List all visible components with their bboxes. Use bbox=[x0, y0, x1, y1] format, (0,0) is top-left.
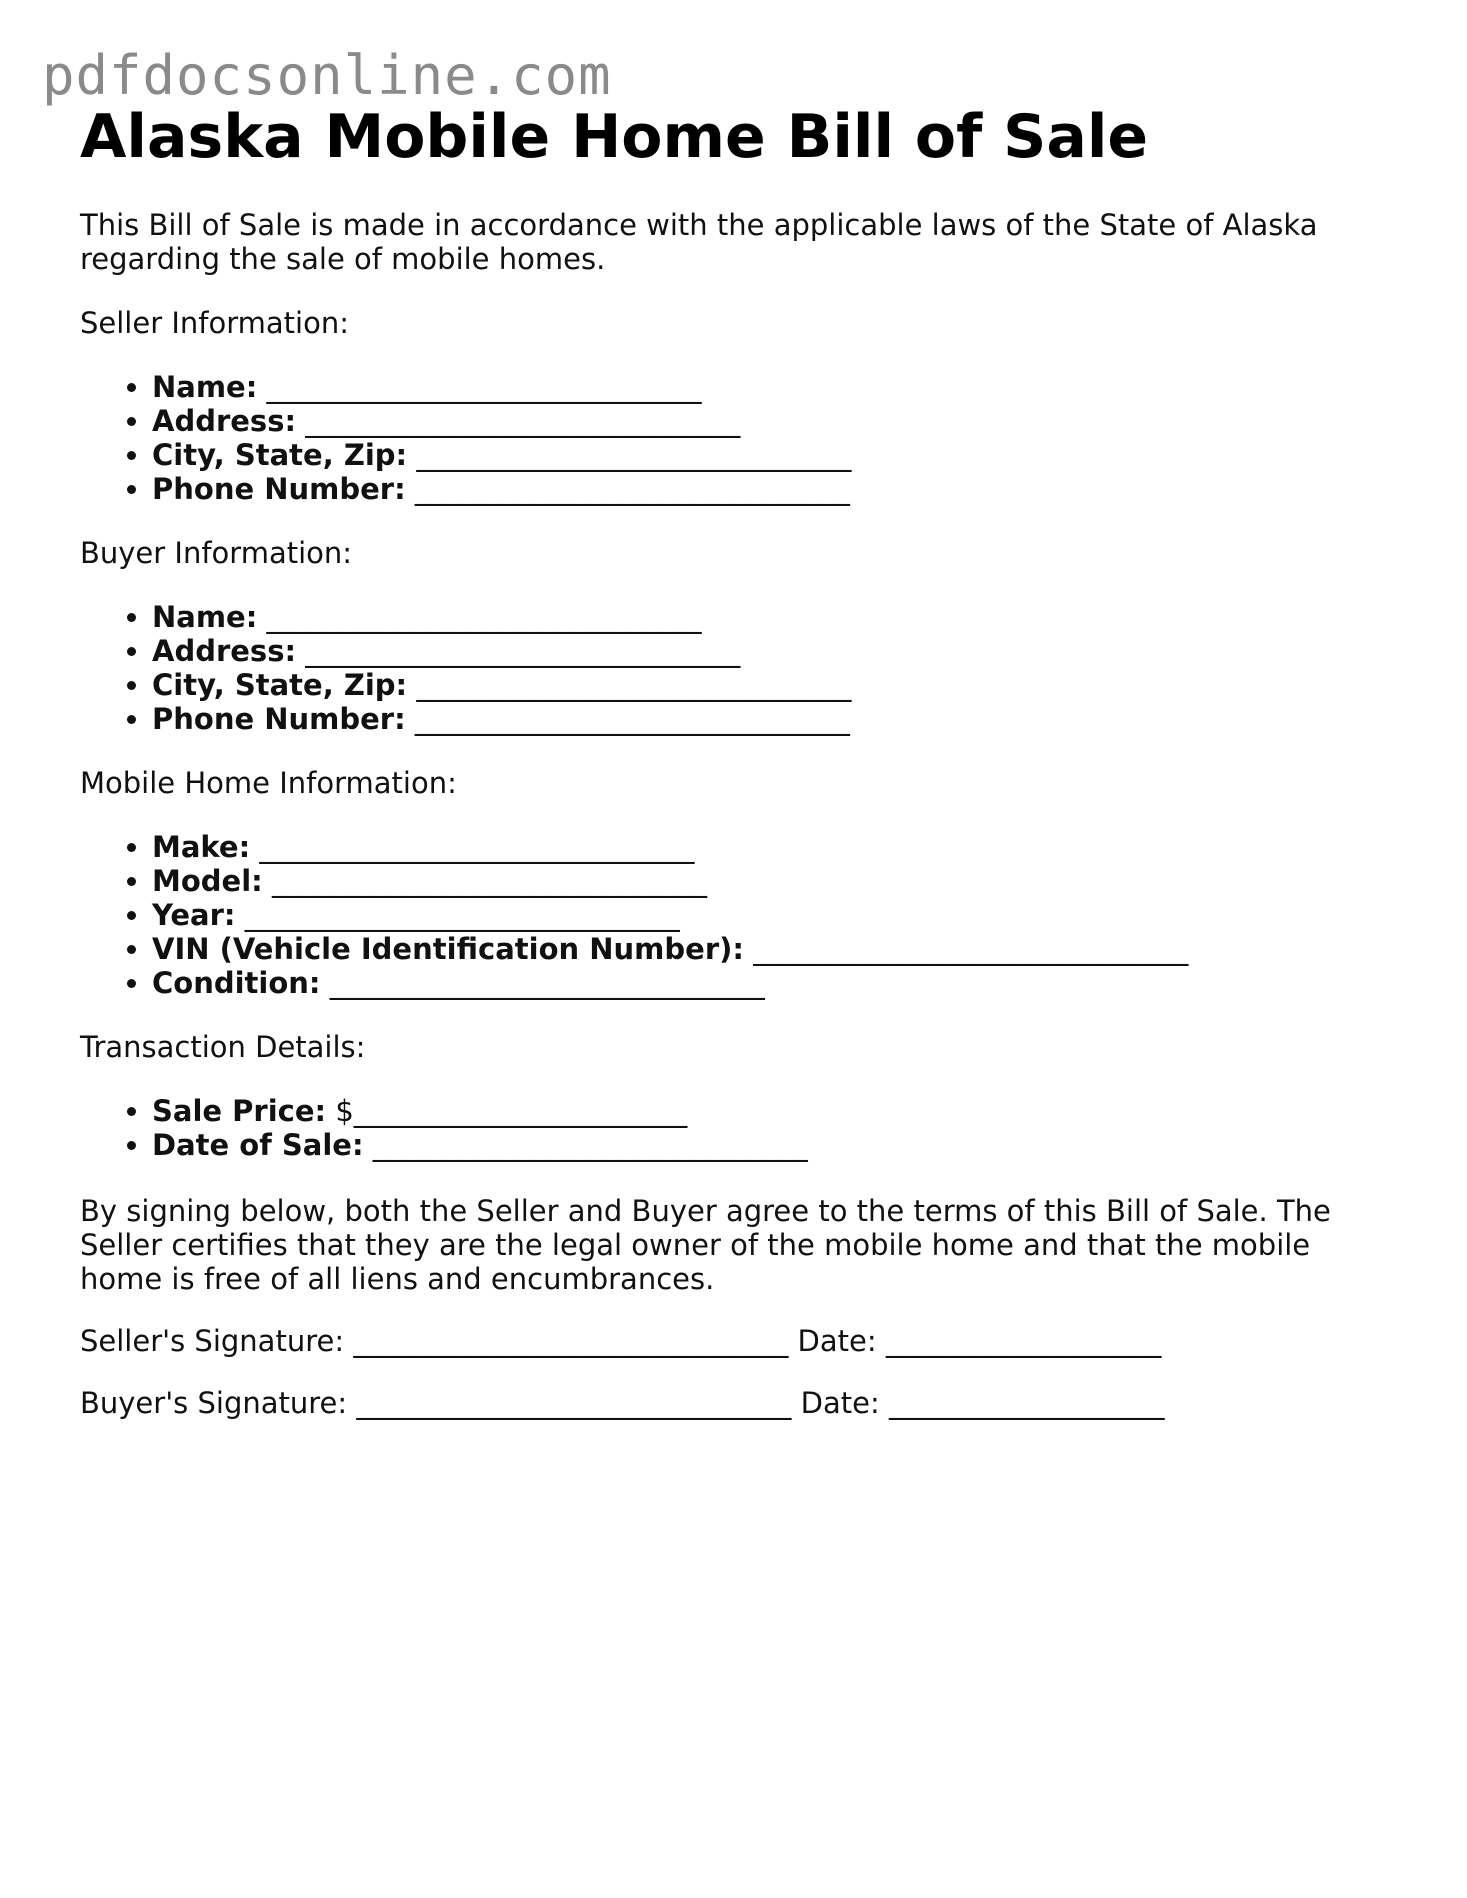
date-of-sale-field bbox=[152, 1128, 1400, 1162]
seller-address-field bbox=[152, 404, 1400, 438]
seller-date-blank[interactable]: ___________________ bbox=[885, 1324, 1162, 1358]
buyer-phone-field bbox=[152, 702, 1400, 736]
fill-in-blank[interactable]: ______________________________ bbox=[271, 864, 707, 898]
field-label: Date of Sale: bbox=[152, 1128, 364, 1162]
fill-in-blank[interactable]: ______________________________ bbox=[372, 1128, 808, 1162]
buyer-signature-label: Buyer's Signature: bbox=[80, 1386, 348, 1420]
seller-signature-label: Seller's Signature: bbox=[80, 1324, 345, 1358]
field-label: Phone Number: bbox=[152, 472, 406, 506]
seller-city-state-zip-field bbox=[152, 438, 1400, 472]
seller-fields-list bbox=[80, 370, 1400, 506]
condition-field bbox=[152, 966, 1400, 1000]
buyer-date-label: Date: bbox=[800, 1386, 880, 1420]
fill-in-blank[interactable]: $_______________________ bbox=[335, 1094, 688, 1128]
seller-section-heading: Seller Information: bbox=[80, 306, 349, 340]
fill-in-blank[interactable]: ______________________________ bbox=[414, 472, 850, 506]
field-label: Year: bbox=[152, 898, 236, 932]
mobile-home-section-heading: Mobile Home Information: bbox=[80, 766, 457, 800]
buyer-signature-blank[interactable]: ______________________________ bbox=[356, 1386, 792, 1420]
closing-paragraph: By signing below, both the Seller and Buyer agree to the terms of this Bill of Sale. The Seller certifies that they are the legal owner of the mobile home and that the mobile home is free of all liens and encumbrances. bbox=[80, 1194, 1331, 1296]
fill-in-blank[interactable]: ______________________________ bbox=[259, 830, 695, 864]
fill-in-blank[interactable]: ______________________________ bbox=[416, 438, 852, 472]
fill-in-blank[interactable]: ______________________________ bbox=[305, 634, 741, 668]
fill-in-blank[interactable]: ______________________________ bbox=[305, 404, 741, 438]
seller-phone-field bbox=[152, 472, 1400, 506]
seller-signature-line bbox=[80, 1324, 1400, 1358]
seller-name-field bbox=[152, 370, 1400, 404]
transaction-fields-list bbox=[80, 1094, 1400, 1162]
buyer-name-field bbox=[152, 600, 1400, 634]
fill-in-blank[interactable]: ______________________________ bbox=[416, 668, 852, 702]
vin-field bbox=[152, 932, 1400, 966]
field-label: Phone Number: bbox=[152, 702, 406, 736]
field-label: Name: bbox=[152, 600, 258, 634]
sale-price-field bbox=[152, 1094, 1400, 1128]
watermark: pdfdocsonline.com bbox=[42, 44, 612, 107]
fill-in-blank[interactable]: ______________________________ bbox=[753, 932, 1189, 966]
buyer-city-state-zip-field bbox=[152, 668, 1400, 702]
fill-in-blank[interactable]: ______________________________ bbox=[329, 966, 765, 1000]
field-label: Condition: bbox=[152, 966, 321, 1000]
mobile-home-fields-list bbox=[80, 830, 1400, 1000]
field-label: Name: bbox=[152, 370, 258, 404]
field-label: VIN (Vehicle Identification Number): bbox=[152, 932, 744, 966]
fill-in-blank[interactable]: ______________________________ bbox=[244, 898, 680, 932]
buyer-date-blank[interactable]: ___________________ bbox=[888, 1386, 1165, 1420]
document-title: Alaska Mobile Home Bill of Sale bbox=[80, 102, 1149, 172]
field-label: City, State, Zip: bbox=[152, 668, 408, 702]
fill-in-blank[interactable]: ______________________________ bbox=[266, 370, 702, 404]
field-label: Sale Price: bbox=[152, 1094, 327, 1128]
field-label: Address: bbox=[152, 404, 297, 438]
year-field bbox=[152, 898, 1400, 932]
buyer-signature-line bbox=[80, 1386, 1400, 1420]
make-field bbox=[152, 830, 1400, 864]
model-field bbox=[152, 864, 1400, 898]
buyer-section-heading: Buyer Information: bbox=[80, 536, 353, 570]
transaction-section-heading: Transaction Details: bbox=[80, 1030, 366, 1064]
field-label: Make: bbox=[152, 830, 251, 864]
fill-in-blank[interactable]: ______________________________ bbox=[266, 600, 702, 634]
seller-date-label: Date: bbox=[797, 1324, 877, 1358]
field-label: Model: bbox=[152, 864, 263, 898]
intro-paragraph: This Bill of Sale is made in accordance with the applicable laws of the State of Alaska regarding the sale of mobile homes. bbox=[80, 208, 1318, 276]
buyer-fields-list bbox=[80, 600, 1400, 736]
document-page bbox=[80, 100, 1400, 1420]
field-label: Address: bbox=[152, 634, 297, 668]
buyer-address-field bbox=[152, 634, 1400, 668]
seller-signature-blank[interactable]: ______________________________ bbox=[353, 1324, 789, 1358]
fill-in-blank[interactable]: ______________________________ bbox=[414, 702, 850, 736]
field-label: City, State, Zip: bbox=[152, 438, 408, 472]
